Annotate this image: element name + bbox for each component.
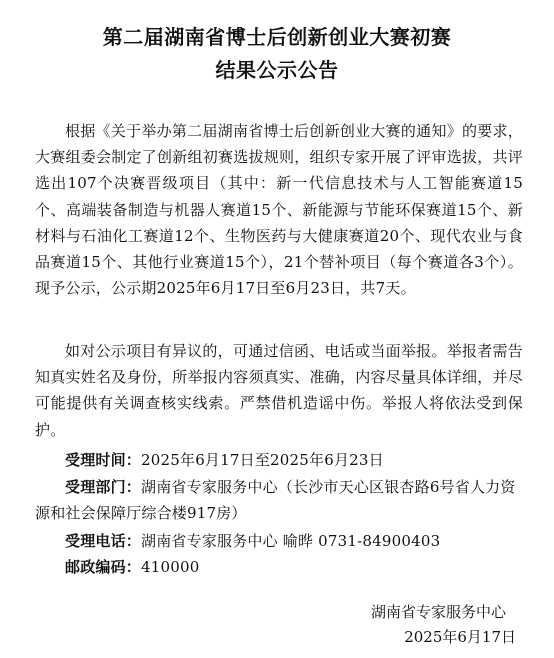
acceptance-department-value: 湖南省专家服务中心（长沙市天心区银杏路6号省人力资源和社会保障厅综合楼917房）: [35, 478, 516, 522]
signature-organization: 湖南省专家服务中心: [370, 603, 506, 621]
acceptance-department-line: [35, 474, 523, 526]
postcode-line: [35, 554, 523, 580]
signature-date: 2025年6月17日: [404, 628, 516, 646]
paragraph-objections: 如对公示项目有异议的，可通过信函、电话或当面举报。举报者需告知真实姓名及身份，所举报内容须真实、准确，内容尽量具体详细，并尽可能提供有关调查核实线索。严禁借机造谣中伤。举报人将依法受到保护。: [35, 342, 523, 439]
acceptance-time-line: [35, 447, 523, 473]
postcode-value: 410000: [141, 558, 200, 576]
acceptance-department-label: 受理部门：: [65, 478, 142, 496]
acceptance-time-label: 受理时间：: [65, 451, 142, 469]
acceptance-phone-line: [35, 528, 523, 554]
acceptance-phone-value: 湖南省专家服务中心 喻晔 0731-84900403: [141, 532, 441, 550]
announcement-title-line1: 第二届湖南省博士后创新创业大赛初赛: [102, 25, 452, 49]
announcement-title-line2: 结果公示公告: [215, 58, 339, 82]
acceptance-time-value: 2025年6月17日至2025年6月23日: [141, 451, 384, 469]
paragraph-results: 根据《关于举办第二届湖南省博士后创新创业大赛的通知》的要求，大赛组委会制定了创新组初赛选拔规则，组织专家开展了评审选拔，共评选出107个决赛晋级项目（其中：新一代信息技术与人工智能赛道15个、高端装备制造与机器人赛道15个、新能源与节能环保赛道15个、新材料与石油化工赛道12个、生物医药与大健康赛道20个、现代农业与食品赛道15个、其他行业赛道15个），21个替补项目（每个赛道各3个）。现予公示，公示期2025年6月17日至6月23日，共7天。: [35, 122, 523, 298]
acceptance-phone-label: 受理电话：: [65, 532, 142, 550]
postcode-label: 邮政编码：: [65, 558, 142, 576]
